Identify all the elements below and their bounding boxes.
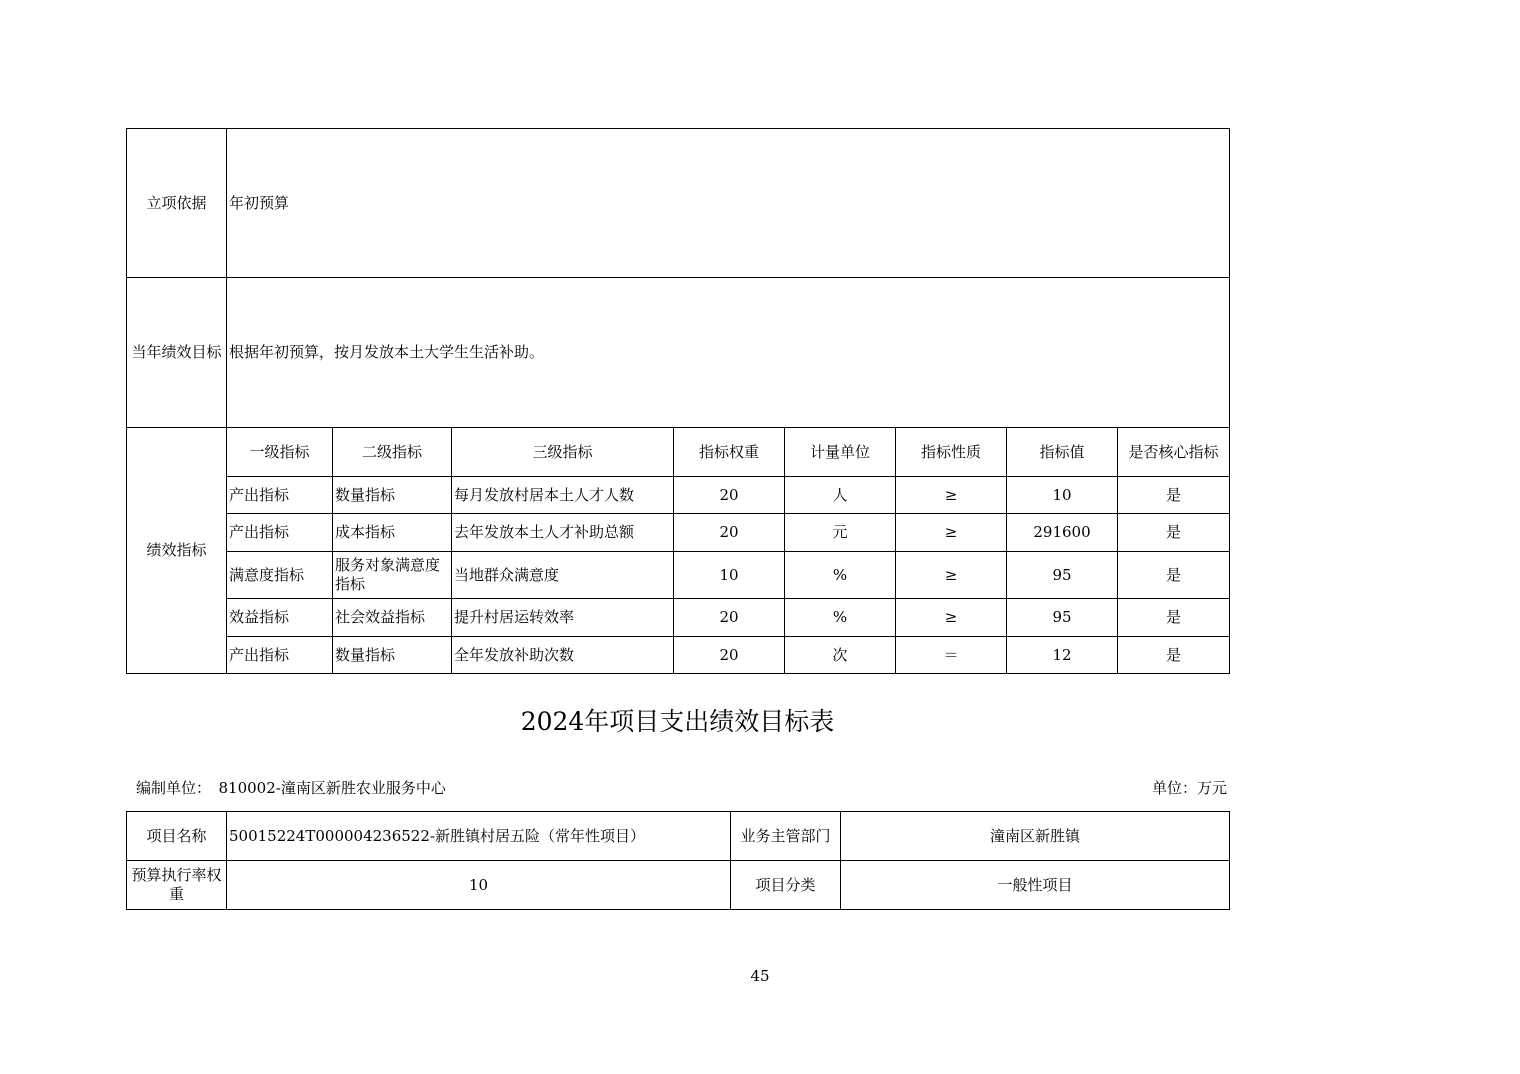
column-header: 指标值 <box>1007 428 1118 477</box>
core-cell: 是 <box>1118 637 1230 674</box>
basis-label: 立项依据 <box>127 129 227 278</box>
page-title: 2024年项目支出绩效目标表 <box>520 707 835 736</box>
dept-value: 潼南区新胜镇 <box>841 812 1230 861</box>
value-cell: 291600 <box>1007 514 1118 552</box>
level2-cell: 成本指标 <box>333 514 452 552</box>
level1-cell: 效益指标 <box>227 599 333 637</box>
project-name-label: 项目名称 <box>127 812 227 861</box>
core-cell: 是 <box>1118 477 1230 514</box>
project-name-value: 50015224T000004236522-新胜镇村居五险（常年性项目） <box>227 812 731 861</box>
category-label: 项目分类 <box>731 861 841 910</box>
basis-value: 年初预算 <box>227 129 1230 278</box>
table-row <box>127 477 1230 514</box>
money-unit: 单位：万元 <box>1151 779 1227 797</box>
nature-cell: ≥ <box>896 552 1007 599</box>
column-header: 是否核心指标 <box>1118 428 1230 477</box>
core-cell: 是 <box>1118 599 1230 637</box>
unit-cell: 元 <box>785 514 896 552</box>
unit-cell: % <box>785 552 896 599</box>
column-header: 三级指标 <box>452 428 674 477</box>
indicators-label: 绩效指标 <box>127 428 227 674</box>
category-value: 一般性项目 <box>841 861 1230 910</box>
level1-cell: 产出指标 <box>227 477 333 514</box>
column-header: 指标权重 <box>674 428 785 477</box>
compile-unit: 编制单位： 810002-潼南区新胜农业服务中心 <box>136 779 446 797</box>
nature-cell: ≥ <box>896 599 1007 637</box>
level2-cell: 社会效益指标 <box>333 599 452 637</box>
weight-cell: 20 <box>674 599 785 637</box>
indicator-header-row <box>127 428 1230 477</box>
weight-cell: 10 <box>674 552 785 599</box>
exec-rate-value: 10 <box>227 861 731 910</box>
table-row <box>127 514 1230 552</box>
level2-cell: 数量指标 <box>333 637 452 674</box>
goal-label: 当年绩效目标 <box>127 278 227 428</box>
nature-cell: ＝ <box>896 637 1007 674</box>
level3-cell: 提升村居运转效率 <box>452 599 674 637</box>
level2-cell: 数量指标 <box>333 477 452 514</box>
level2-cell: 服务对象满意度指标 <box>333 552 452 599</box>
exec-rate-label: 预算执行率权重 <box>127 861 227 910</box>
unit-cell: 次 <box>785 637 896 674</box>
column-header: 二级指标 <box>333 428 452 477</box>
page-number: 45 <box>750 967 770 985</box>
core-cell: 是 <box>1118 552 1230 599</box>
weight-cell: 20 <box>674 477 785 514</box>
performance-table-continued <box>126 128 1230 674</box>
table-row <box>127 637 1230 674</box>
dept-label: 业务主管部门 <box>731 812 841 861</box>
weight-cell: 20 <box>674 514 785 552</box>
level1-cell: 产出指标 <box>227 514 333 552</box>
core-cell: 是 <box>1118 514 1230 552</box>
value-cell: 10 <box>1007 477 1118 514</box>
goal-value: 根据年初预算，按月发放本土大学生生活补助。 <box>227 278 1230 428</box>
level3-cell: 当地群众满意度 <box>452 552 674 599</box>
unit-cell: % <box>785 599 896 637</box>
column-header: 一级指标 <box>227 428 333 477</box>
nature-cell: ≥ <box>896 514 1007 552</box>
value-cell: 95 <box>1007 599 1118 637</box>
level1-cell: 满意度指标 <box>227 552 333 599</box>
table-row <box>127 599 1230 637</box>
column-header: 计量单位 <box>785 428 896 477</box>
level3-cell: 全年发放补助次数 <box>452 637 674 674</box>
value-cell: 95 <box>1007 552 1118 599</box>
nature-cell: ≥ <box>896 477 1007 514</box>
value-cell: 12 <box>1007 637 1118 674</box>
weight-cell: 20 <box>674 637 785 674</box>
level1-cell: 产出指标 <box>227 637 333 674</box>
table-row <box>127 552 1230 599</box>
column-header: 指标性质 <box>896 428 1007 477</box>
project-info-table <box>126 811 1230 910</box>
level3-cell: 去年发放本土人才补助总额 <box>452 514 674 552</box>
level3-cell: 每月发放村居本土人才人数 <box>452 477 674 514</box>
unit-cell: 人 <box>785 477 896 514</box>
